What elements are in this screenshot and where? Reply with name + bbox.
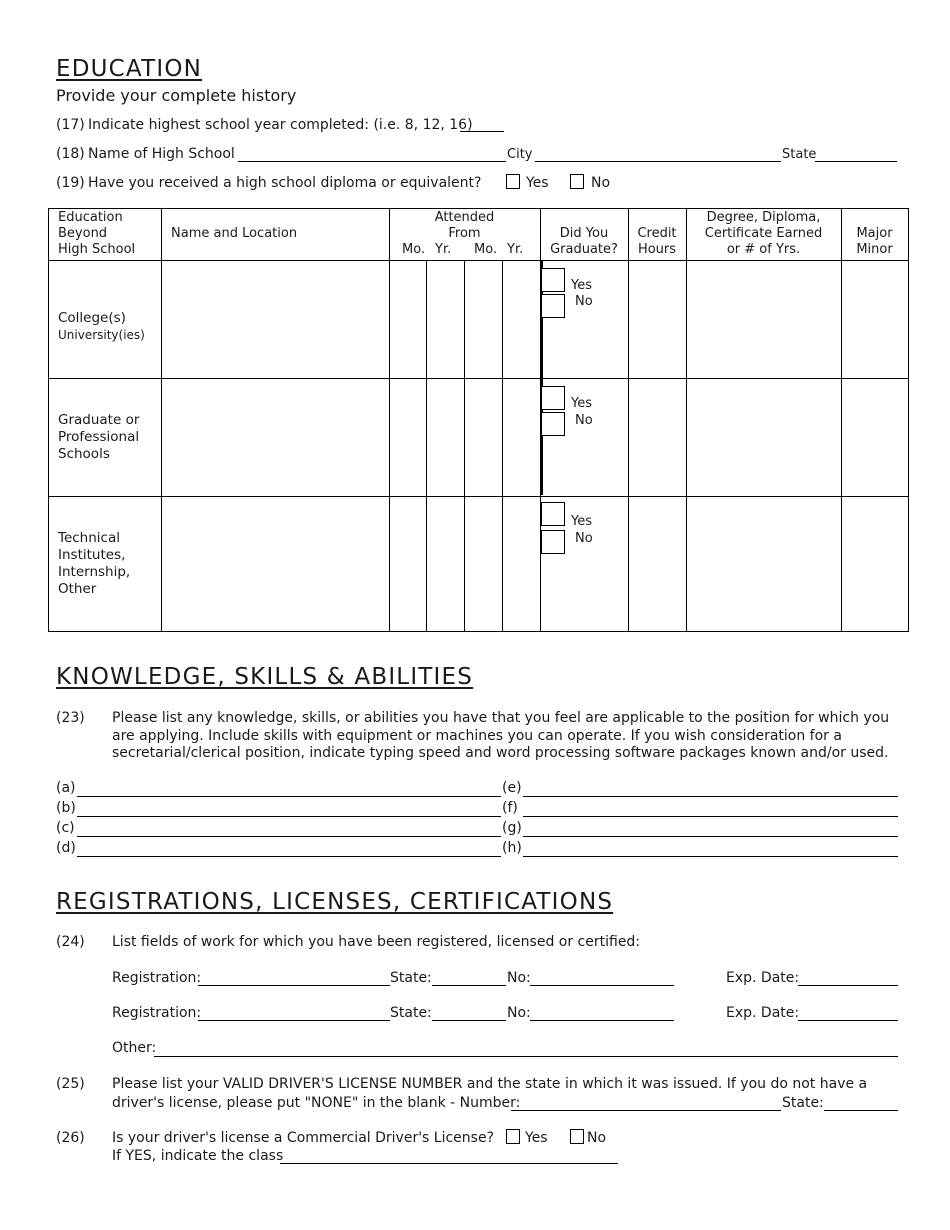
registration-input-1[interactable] (198, 985, 390, 986)
registrations-heading: REGISTRATIONS, LICENSES, CERTIFICATIONS (56, 889, 614, 915)
header-attended: Attended (434, 210, 495, 225)
header-credit-hours: Credit Hours (637, 226, 677, 257)
q17-text: Indicate highest school year completed: (i.e. 8, 12, 16) (88, 117, 473, 133)
header-education-level: Education Beyond High School (58, 210, 136, 257)
registration-label-2: Registration: (112, 1005, 202, 1021)
header-degree: Degree, Diploma, Certificate Earned or # of Yrs. (704, 210, 823, 257)
high-school-city-input[interactable] (535, 161, 781, 162)
q19-number: (19) (56, 175, 85, 191)
q25-state-label: State: (782, 1095, 824, 1111)
registration-state-input-1[interactable] (432, 985, 506, 986)
ksa-input-g[interactable] (523, 836, 898, 837)
registration-exp-input-1[interactable] (798, 985, 898, 986)
high-school-name-input[interactable] (238, 161, 506, 162)
high-school-state-input[interactable] (815, 161, 897, 162)
q18-number: (18) (56, 146, 85, 162)
other-label: Other: (112, 1040, 157, 1056)
cdl-yes-checkbox[interactable] (506, 1129, 520, 1144)
registration-state-label-2: State: (390, 1005, 432, 1021)
q18-state-label: State (782, 147, 817, 162)
q18-text: Name of High School (88, 146, 235, 162)
college-graduated-no-checkbox[interactable] (541, 294, 565, 318)
education-heading: EDUCATION (56, 56, 203, 82)
college-no-label: No (575, 294, 593, 309)
registration-label-1: Registration: (112, 970, 202, 986)
ksa-input-a[interactable] (77, 796, 501, 797)
college-graduated-yes-checkbox[interactable] (541, 268, 565, 292)
q25-line1: Please list your VALID DRIVER'S LICENSE NUMBER and the state in which it was issued. If you do not have a (112, 1076, 868, 1092)
registration-number-input-1[interactable] (530, 985, 674, 986)
other-input[interactable] (154, 1056, 898, 1057)
ksa-label-d: (d) (56, 840, 76, 856)
registration-state-input-2[interactable] (432, 1020, 506, 1021)
header-graduated: Did You Graduate? (550, 226, 618, 257)
registration-exp-input-2[interactable] (798, 1020, 898, 1021)
registration-no-label-2: No: (507, 1005, 531, 1021)
ksa-input-f[interactable] (523, 816, 898, 817)
cdl-no-checkbox[interactable] (570, 1129, 584, 1144)
drivers-license-state-input[interactable] (824, 1110, 898, 1111)
registration-exp-label-2: Exp. Date: (726, 1005, 800, 1021)
registration-state-label-1: State: (390, 970, 432, 986)
cdl-no-label: No (587, 1130, 607, 1146)
cdl-yes-label: Yes (525, 1130, 548, 1146)
ksa-heading: KNOWLEDGE, SKILLS & ABILITIES (56, 664, 474, 690)
registration-no-label-1: No: (507, 970, 531, 986)
ksa-label-a: (a) (56, 780, 76, 796)
college-yes-label: Yes (571, 278, 592, 293)
header-yr-1: Yr. (435, 242, 452, 257)
ksa-label-h: (h) (502, 840, 522, 856)
header-mo-2: Mo. (474, 242, 498, 257)
q17-number: (17) (56, 117, 85, 133)
q19-text: Have you received a high school diploma or equivalent? (88, 175, 482, 191)
q26-text: Is your driver's license a Commercial Driver's License? (112, 1130, 494, 1146)
q23-number: (23) (56, 710, 85, 726)
header-yr-2: Yr. (507, 242, 524, 257)
highest-grade-input[interactable] (460, 131, 504, 132)
diploma-yes-label: Yes (526, 175, 549, 191)
graduate-no-label: No (575, 413, 593, 428)
header-from: From (448, 226, 481, 241)
graduate-yes-label: Yes (571, 396, 592, 411)
diploma-yes-checkbox[interactable] (506, 174, 520, 189)
ksa-label-c: (c) (56, 820, 75, 836)
technical-graduated-no-checkbox[interactable] (541, 530, 565, 554)
q24-text: List fields of work for which you have been registered, licensed or certified: (112, 934, 641, 950)
ksa-input-c[interactable] (77, 836, 501, 837)
registration-input-2[interactable] (198, 1020, 390, 1021)
ksa-label-b: (b) (56, 800, 76, 816)
header-name-location: Name and Location (171, 226, 298, 241)
diploma-no-label: No (591, 175, 611, 191)
technical-yes-label: Yes (571, 514, 592, 529)
education-table (48, 208, 909, 632)
technical-graduated-yes-checkbox[interactable] (541, 502, 565, 526)
diploma-no-checkbox[interactable] (570, 174, 584, 189)
q18-city-label: City (507, 147, 533, 162)
q23-text: Please list any knowledge, skills, or abilities you have that you feel are applicable to the position for which you are applying. Include skills with equipment or machines you can operate. If you wish consideration for a secretarial/clerical position, indicate typing speed and word processing software packages known and/or used. (112, 710, 890, 761)
registration-exp-label-1: Exp. Date: (726, 970, 800, 986)
row-graduate-label: Graduate or Professional Schools (58, 412, 140, 462)
q25-number: (25) (56, 1076, 85, 1092)
graduate-graduated-yes-checkbox[interactable] (541, 386, 565, 410)
registration-number-input-2[interactable] (530, 1020, 674, 1021)
header-major-minor: Major Minor (856, 226, 893, 257)
ksa-input-b[interactable] (77, 816, 501, 817)
ksa-label-f: (f) (502, 800, 518, 816)
row-college-label: College(s) University(ies) (58, 310, 145, 342)
q26-line2: If YES, indicate the class (112, 1148, 284, 1164)
ksa-label-g: (g) (502, 820, 522, 836)
ksa-label-e: (e) (502, 780, 522, 796)
header-mo-1: Mo. (402, 242, 426, 257)
graduate-graduated-no-checkbox[interactable] (541, 412, 565, 436)
q26-number: (26) (56, 1130, 85, 1146)
ksa-input-d[interactable] (77, 856, 501, 857)
ksa-input-h[interactable] (523, 856, 898, 857)
drivers-license-number-input[interactable] (511, 1110, 781, 1111)
education-subtitle: Provide your complete history (56, 86, 297, 105)
row-technical-label: Technical Institutes, Internship, Other (58, 530, 131, 597)
ksa-input-e[interactable] (523, 796, 898, 797)
cdl-class-input[interactable] (280, 1163, 618, 1164)
q25-line2: driver's license, please put "NONE" in the blank - Number: (112, 1095, 521, 1111)
technical-no-label: No (575, 531, 593, 546)
q24-number: (24) (56, 934, 85, 950)
